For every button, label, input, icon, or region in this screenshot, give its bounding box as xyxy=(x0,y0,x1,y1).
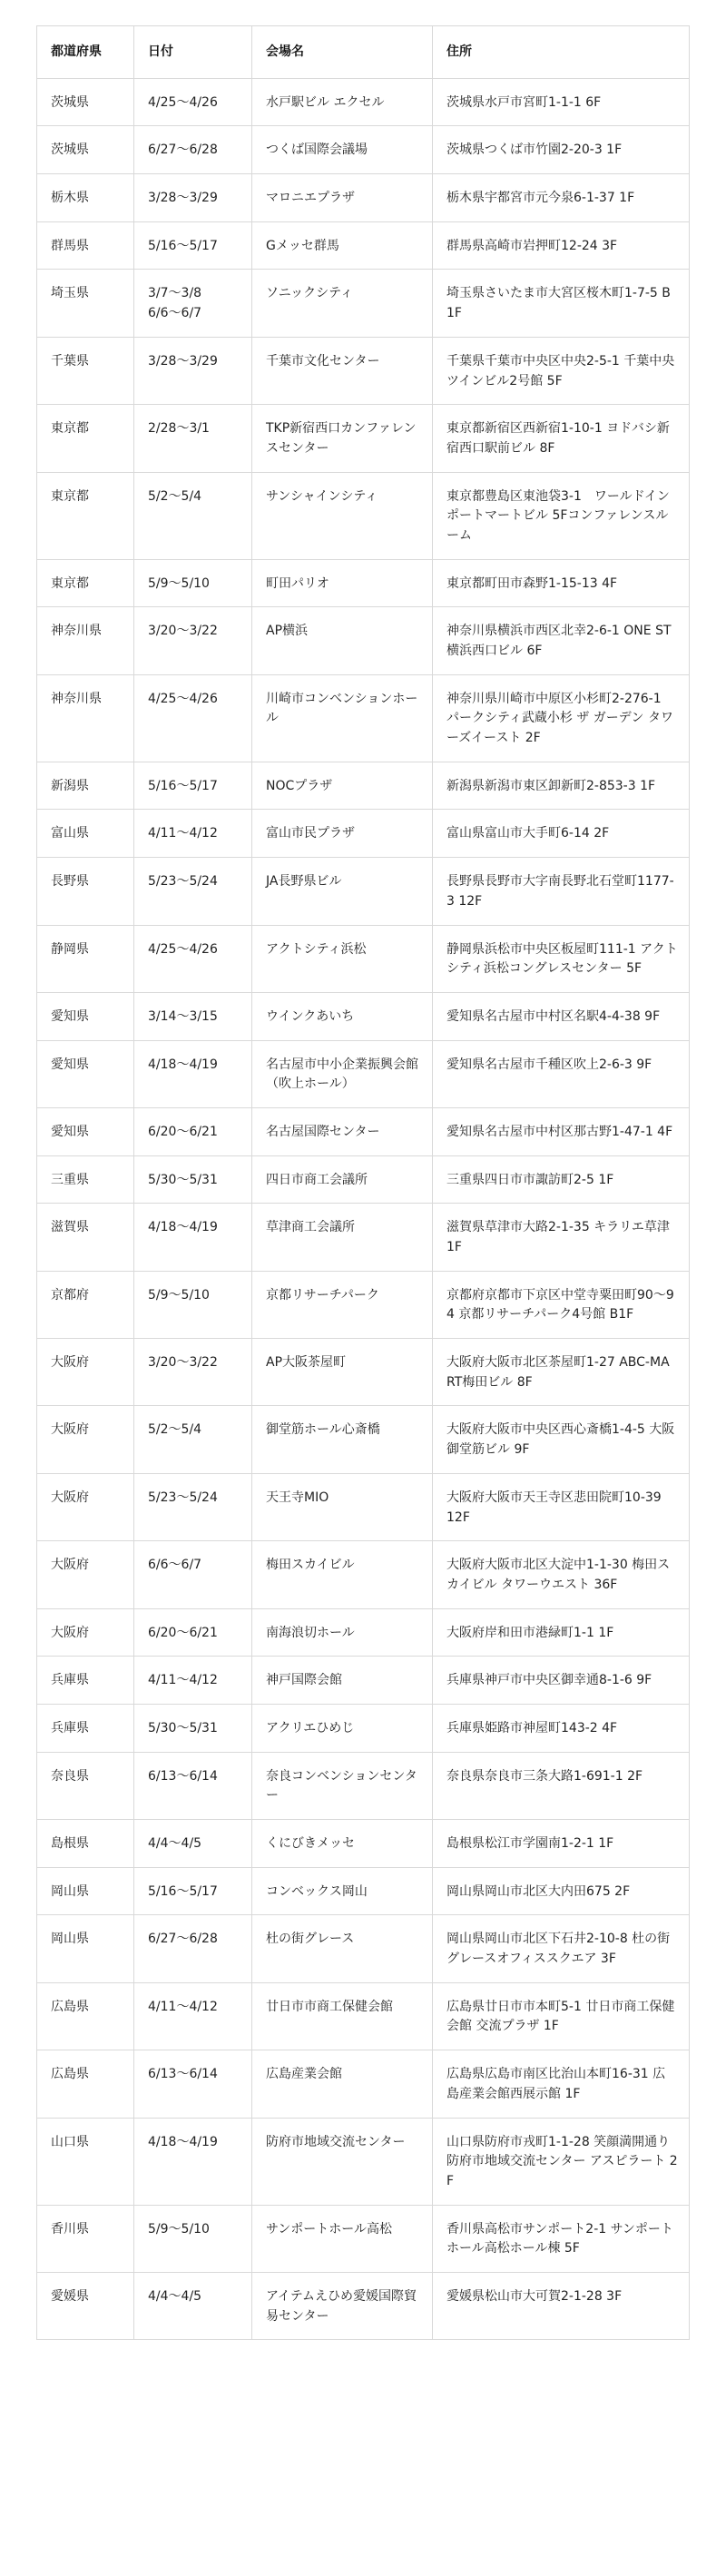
table-row xyxy=(37,2050,690,2118)
cell-venue: マロニエプラザ xyxy=(252,174,433,222)
cell-prefecture: 富山県 xyxy=(37,810,134,858)
cell-date: 4/11～4/12 xyxy=(134,1657,252,1705)
cell-address: 三重県四日市市諏訪町2-5 1F xyxy=(433,1155,690,1204)
cell-date: 5/16～5/17 xyxy=(134,1867,252,1915)
cell-venue: 千葉市文化センター xyxy=(252,337,433,404)
cell-venue: 南海浪切ホール xyxy=(252,1608,433,1657)
header-date: 日付 xyxy=(134,26,252,79)
cell-address: 愛知県名古屋市中村区名駅4-4-38 9F xyxy=(433,992,690,1040)
cell-venue: 草津商工会議所 xyxy=(252,1204,433,1271)
cell-date: 5/2～5/4 xyxy=(134,1406,252,1473)
cell-date: 5/30～5/31 xyxy=(134,1155,252,1204)
cell-address: 広島県広島市南区比治山本町16-31 広島産業会館西展示館 1F xyxy=(433,2050,690,2118)
cell-prefecture: 愛媛県 xyxy=(37,2272,134,2339)
cell-date: 4/18～4/19 xyxy=(134,1204,252,1271)
table-row xyxy=(37,1752,690,1819)
cell-date: 6/20～6/21 xyxy=(134,1107,252,1155)
table-row xyxy=(37,858,690,925)
table-row xyxy=(37,78,690,126)
cell-date: 4/4～4/5 xyxy=(134,1820,252,1868)
cell-date: 4/25～4/26 xyxy=(134,674,252,762)
header-venue: 会場名 xyxy=(252,26,433,79)
table-row xyxy=(37,1867,690,1915)
cell-venue: 名古屋市中小企業振興会館（吹上ホール） xyxy=(252,1040,433,1107)
cell-prefecture: 兵庫県 xyxy=(37,1657,134,1705)
table-row xyxy=(37,1204,690,1271)
cell-prefecture: 広島県 xyxy=(37,2050,134,2118)
cell-date: 6/27～6/28 xyxy=(134,1915,252,1982)
cell-address: 奈良県奈良市三条大路1-691-1 2F xyxy=(433,1752,690,1819)
cell-address: 神奈川県横浜市西区北幸2-6-1 ONE ST横浜西口ビル 6F xyxy=(433,607,690,674)
cell-venue: コンベックス岡山 xyxy=(252,1867,433,1915)
cell-venue: アクリエひめじ xyxy=(252,1704,433,1752)
cell-venue: アイテムえひめ愛媛国際貿易センター xyxy=(252,2272,433,2339)
cell-venue: サンポートホール高松 xyxy=(252,2205,433,2272)
cell-venue: 広島産業会館 xyxy=(252,2050,433,2118)
cell-date: 4/25～4/26 xyxy=(134,78,252,126)
cell-date: 6/27～6/28 xyxy=(134,126,252,174)
cell-prefecture: 兵庫県 xyxy=(37,1704,134,1752)
cell-venue: 京都リサーチパーク xyxy=(252,1271,433,1338)
cell-venue: JA長野県ビル xyxy=(252,858,433,925)
cell-address: 広島県廿日市市本町5-1 廿日市商工保健会館 交流プラザ 1F xyxy=(433,1982,690,2050)
cell-date: 6/6～6/7 xyxy=(134,1541,252,1608)
cell-date: 6/20～6/21 xyxy=(134,1608,252,1657)
cell-date: 3/7～3/8 6/6～6/7 xyxy=(134,270,252,337)
cell-date: 3/20～3/22 xyxy=(134,607,252,674)
table-row xyxy=(37,1657,690,1705)
table-row xyxy=(37,405,690,472)
cell-date: 4/25～4/26 xyxy=(134,925,252,992)
table-row xyxy=(37,270,690,337)
cell-venue: 神戸国際会館 xyxy=(252,1657,433,1705)
cell-prefecture: 栃木県 xyxy=(37,174,134,222)
cell-address: 東京都新宿区西新宿1-10-1 ヨドバシ新宿西口駅前ビル 8F xyxy=(433,405,690,472)
table-row xyxy=(37,1915,690,1982)
cell-prefecture: 山口県 xyxy=(37,2118,134,2205)
cell-date: 5/16～5/17 xyxy=(134,221,252,270)
cell-address: 新潟県新潟市東区卸新町2-853-3 1F xyxy=(433,762,690,810)
cell-prefecture: 千葉県 xyxy=(37,337,134,404)
cell-prefecture: 静岡県 xyxy=(37,925,134,992)
table-row xyxy=(37,1339,690,1406)
cell-address: 愛媛県松山市大可賀2-1-28 3F xyxy=(433,2272,690,2339)
cell-date: 4/11～4/12 xyxy=(134,1982,252,2050)
cell-venue: くにびきメッセ xyxy=(252,1820,433,1868)
cell-date: 3/14～3/15 xyxy=(134,992,252,1040)
cell-address: 岡山県岡山市北区下石井2-10-8 杜の街グレースオフィススクエア 3F xyxy=(433,1915,690,1982)
table-row xyxy=(37,607,690,674)
cell-prefecture: 大阪府 xyxy=(37,1406,134,1473)
cell-prefecture: 大阪府 xyxy=(37,1541,134,1608)
cell-prefecture: 京都府 xyxy=(37,1271,134,1338)
table-row xyxy=(37,1608,690,1657)
cell-venue: 御堂筋ホール心斎橋 xyxy=(252,1406,433,1473)
cell-address: 兵庫県姫路市神屋町143-2 4F xyxy=(433,1704,690,1752)
cell-prefecture: 愛知県 xyxy=(37,992,134,1040)
cell-prefecture: 神奈川県 xyxy=(37,674,134,762)
cell-address: 岡山県岡山市北区大内田675 2F xyxy=(433,1867,690,1915)
cell-address: 滋賀県草津市大路2-1-35 キラリエ草津 1F xyxy=(433,1204,690,1271)
cell-venue: 富山市民プラザ xyxy=(252,810,433,858)
table-row xyxy=(37,1107,690,1155)
table-row xyxy=(37,1704,690,1752)
cell-address: 島根県松江市学園南1-2-1 1F xyxy=(433,1820,690,1868)
cell-date: 5/9～5/10 xyxy=(134,2205,252,2272)
table-row xyxy=(37,1820,690,1868)
cell-venue: 防府市地域交流センター xyxy=(252,2118,433,2205)
cell-address: 長野県長野市大字南長野北石堂町1177-3 12F xyxy=(433,858,690,925)
table-row xyxy=(37,2205,690,2272)
cell-address: 兵庫県神戸市中央区御幸通8-1-6 9F xyxy=(433,1657,690,1705)
table-header-row xyxy=(37,26,690,79)
table-row xyxy=(37,221,690,270)
cell-address: 埼玉県さいたま市大宮区桜木町1-7-5 B1F xyxy=(433,270,690,337)
table-row xyxy=(37,1040,690,1107)
cell-prefecture: 東京都 xyxy=(37,559,134,607)
cell-venue: ウインクあいち xyxy=(252,992,433,1040)
cell-date: 5/16～5/17 xyxy=(134,762,252,810)
cell-venue: ソニックシティ xyxy=(252,270,433,337)
table-row xyxy=(37,1271,690,1338)
cell-prefecture: 三重県 xyxy=(37,1155,134,1204)
cell-address: 千葉県千葉市中央区中央2-5-1 千葉中央ツインビル2号館 5F xyxy=(433,337,690,404)
cell-date: 5/9～5/10 xyxy=(134,559,252,607)
cell-date: 3/20～3/22 xyxy=(134,1339,252,1406)
cell-venue: 町田パリオ xyxy=(252,559,433,607)
cell-venue: 川崎市コンベンションホール xyxy=(252,674,433,762)
table-row xyxy=(37,559,690,607)
cell-prefecture: 島根県 xyxy=(37,1820,134,1868)
cell-date: 4/18～4/19 xyxy=(134,2118,252,2205)
cell-venue: 杜の街グレース xyxy=(252,1915,433,1982)
cell-address: 大阪府岸和田市港緑町1-1 1F xyxy=(433,1608,690,1657)
cell-address: 愛知県名古屋市中村区那古野1-47-1 4F xyxy=(433,1107,690,1155)
table-row xyxy=(37,1982,690,2050)
cell-date: 3/28～3/29 xyxy=(134,174,252,222)
table-row xyxy=(37,1155,690,1204)
cell-prefecture: 長野県 xyxy=(37,858,134,925)
cell-prefecture: 大阪府 xyxy=(37,1608,134,1657)
cell-address: 大阪府大阪市北区大淀中1-1-30 梅田スカイビル タワーウエスト 36F xyxy=(433,1541,690,1608)
cell-venue: 名古屋国際センター xyxy=(252,1107,433,1155)
cell-address: 富山県富山市大手町6-14 2F xyxy=(433,810,690,858)
cell-prefecture: 新潟県 xyxy=(37,762,134,810)
cell-prefecture: 大阪府 xyxy=(37,1339,134,1406)
cell-date: 5/23～5/24 xyxy=(134,1473,252,1540)
table-row xyxy=(37,810,690,858)
cell-prefecture: 滋賀県 xyxy=(37,1204,134,1271)
cell-prefecture: 岡山県 xyxy=(37,1867,134,1915)
cell-venue: サンシャインシティ xyxy=(252,472,433,559)
cell-prefecture: 広島県 xyxy=(37,1982,134,2050)
cell-venue: NOCプラザ xyxy=(252,762,433,810)
cell-prefecture: 群馬県 xyxy=(37,221,134,270)
cell-venue: 水戸駅ビル エクセル xyxy=(252,78,433,126)
cell-prefecture: 東京都 xyxy=(37,472,134,559)
cell-venue: AP大阪茶屋町 xyxy=(252,1339,433,1406)
table-row xyxy=(37,2272,690,2339)
cell-prefecture: 愛知県 xyxy=(37,1107,134,1155)
cell-prefecture: 愛知県 xyxy=(37,1040,134,1107)
table-row xyxy=(37,2118,690,2205)
table-row xyxy=(37,1541,690,1608)
cell-venue: TKP新宿西口カンファレンスセンター xyxy=(252,405,433,472)
table-row xyxy=(37,174,690,222)
table-row xyxy=(37,925,690,992)
cell-venue: 梅田スカイビル xyxy=(252,1541,433,1608)
cell-address: 京都府京都市下京区中堂寺粟田町90～94 京都リサーチパーク4号館 B1F xyxy=(433,1271,690,1338)
cell-date: 4/18～4/19 xyxy=(134,1040,252,1107)
cell-prefecture: 埼玉県 xyxy=(37,270,134,337)
cell-address: 茨城県水戸市宮町1-1-1 6F xyxy=(433,78,690,126)
cell-prefecture: 岡山県 xyxy=(37,1915,134,1982)
table-row xyxy=(37,674,690,762)
cell-date: 5/23～5/24 xyxy=(134,858,252,925)
cell-date: 6/13～6/14 xyxy=(134,2050,252,2118)
cell-prefecture: 神奈川県 xyxy=(37,607,134,674)
header-address: 住所 xyxy=(433,26,690,79)
table-row xyxy=(37,126,690,174)
cell-date: 3/28～3/29 xyxy=(134,337,252,404)
cell-prefecture: 茨城県 xyxy=(37,126,134,174)
cell-prefecture: 香川県 xyxy=(37,2205,134,2272)
cell-date: 4/11～4/12 xyxy=(134,810,252,858)
table-row xyxy=(37,472,690,559)
cell-venue: 廿日市市商工保健会館 xyxy=(252,1982,433,2050)
cell-date: 5/30～5/31 xyxy=(134,1704,252,1752)
cell-address: 大阪府大阪市天王寺区悲田院町10-39 12F xyxy=(433,1473,690,1540)
cell-venue: Gメッセ群馬 xyxy=(252,221,433,270)
cell-date: 4/4～4/5 xyxy=(134,2272,252,2339)
cell-date: 6/13～6/14 xyxy=(134,1752,252,1819)
cell-prefecture: 東京都 xyxy=(37,405,134,472)
venue-table xyxy=(36,25,690,2340)
cell-venue: つくば国際会議場 xyxy=(252,126,433,174)
cell-address: 大阪府大阪市北区茶屋町1-27 ABC-MART梅田ビル 8F xyxy=(433,1339,690,1406)
cell-address: 群馬県高崎市岩押町12-24 3F xyxy=(433,221,690,270)
cell-address: 東京都豊島区東池袋3-1 ワールドインポートマートビル 5Fコンファレンスルーム xyxy=(433,472,690,559)
cell-venue: 奈良コンベンションセンター xyxy=(252,1752,433,1819)
cell-venue: 四日市商工会議所 xyxy=(252,1155,433,1204)
cell-address: 山口県防府市戎町1-1-28 笑顔満開通り 防府市地域交流センター アスピラート 2F xyxy=(433,2118,690,2205)
cell-date: 2/28～3/1 xyxy=(134,405,252,472)
cell-address: 愛知県名古屋市千種区吹上2-6-3 9F xyxy=(433,1040,690,1107)
cell-address: 香川県高松市サンポート2-1 サンポートホール高松ホール棟 5F xyxy=(433,2205,690,2272)
cell-address: 神奈川県川崎市中原区小杉町2-276-1 パークシティ武蔵小杉 ザ ガーデン タワーズイースト 2F xyxy=(433,674,690,762)
table-row xyxy=(37,1406,690,1473)
cell-venue: アクトシティ浜松 xyxy=(252,925,433,992)
cell-venue: AP横浜 xyxy=(252,607,433,674)
cell-venue: 天王寺MIO xyxy=(252,1473,433,1540)
cell-prefecture: 大阪府 xyxy=(37,1473,134,1540)
cell-address: 茨城県つくば市竹園2-20-3 1F xyxy=(433,126,690,174)
table-row xyxy=(37,762,690,810)
cell-address: 大阪府大阪市中央区西心斎橋1-4-5 大阪御堂筋ビル 9F xyxy=(433,1406,690,1473)
table-row xyxy=(37,992,690,1040)
table-row xyxy=(37,1473,690,1540)
cell-date: 5/2～5/4 xyxy=(134,472,252,559)
cell-prefecture: 茨城県 xyxy=(37,78,134,126)
table-row xyxy=(37,337,690,404)
cell-address: 栃木県宇都宮市元今泉6-1-37 1F xyxy=(433,174,690,222)
cell-address: 静岡県浜松市中央区板屋町111-1 アクトシティ浜松コングレスセンター 5F xyxy=(433,925,690,992)
cell-address: 東京都町田市森野1-15-13 4F xyxy=(433,559,690,607)
cell-prefecture: 奈良県 xyxy=(37,1752,134,1819)
cell-date: 5/9～5/10 xyxy=(134,1271,252,1338)
header-prefecture: 都道府県 xyxy=(37,26,134,79)
table-body xyxy=(37,78,690,2340)
